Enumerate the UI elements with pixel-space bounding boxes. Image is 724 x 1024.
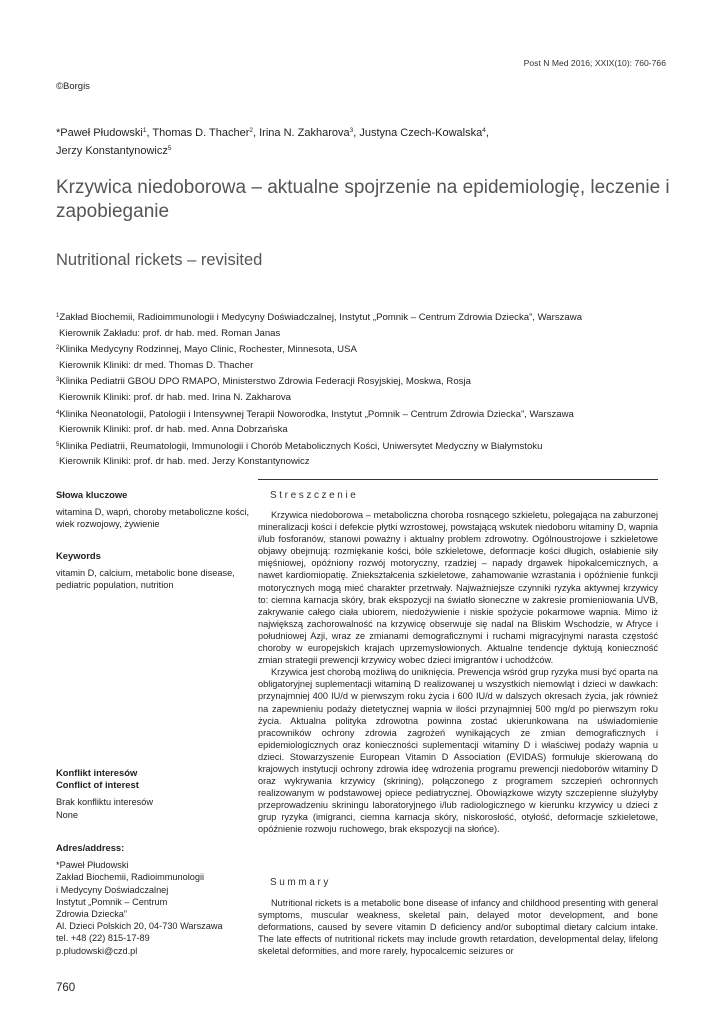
affiliation-number: 2 [56, 345, 60, 352]
affiliation-head: Kierownik Kliniki: prof. dr hab. med. Anna Dobrzańska [59, 424, 288, 436]
article-title-polish: Krzywica niedoborowa – aktualne spojrzenie na epidemiologię, leczenie i zapobieganie [56, 177, 670, 222]
article-title-english: Nutritional rickets – revisited [56, 251, 263, 269]
affiliations-list [56, 309, 671, 470]
affiliation-unit-text: Zakład Biochemii, Radioimmunologii i Medycyny Doświadczalnej, Instytut „Pomnik – Centrum Zdrowia Dziecka”, Warszawa [59, 312, 583, 323]
streszczenie-paragraph-2: Krzywica jest chorobą możliwą do uniknięcia. Prewencja wśród grup ryzyka musi być oparta na obligatoryjnej suplementacji witaminą D realizowanej u wszystkich niemowląt i dzieci w dawkach: przynajmniej 400 IU/d w pierwszym roku życia i 600 IU/d w dalszych okresach życia, jak również na zapewnieniu podaży dietetycznej wapnia w ilości przynajmniej 500 mg/d po pierwszym roku życia. Aktualna polityka zdrowotna powinna zostać ukierunkowana na uświadomienie pracowników ochrony zdrowia zagrożeń wynikających ze zmian demograficznych i epidemiologicznych oraz konieczności suplementacji witaminy D i właściwej podaży wapnia u dzieci. Stowarzyszenie European Vitamin D Association (EVIDAS) formułuje skierowaną do krajowych instytucji ochrony zdrowia ideę wdrożenia programu prewencji niedoborów witaminy D oraz wykrywania krzywicy (skrining), połączonego z programem szczepień ochronnych realizowanym w podstawowej opiece pediatrycznej. Obowiązkowe wizyty szczepienne służyłyby przeprowadzeniu skriningu laboratoryjnego i/lub radiologicznego w kierunku krzywicy u dzieci z grup ryzyka (imigranci, ciemna karnacja skóry, niskorosłość, otyłość, deformacje szkieletowe, opóźnienie rozwoju ruchowego, brak ekspozycji na słońce). [258, 667, 658, 835]
affiliation-number: 1 [56, 313, 60, 319]
author-list [56, 123, 666, 159]
summary-body [258, 897, 658, 957]
conflict-text-en: None [56, 809, 78, 820]
address-block [56, 842, 252, 957]
author-affiliation-marker: 4 [482, 127, 486, 134]
address-line: Zdrowia Dziecka” [56, 909, 127, 920]
section-divider [258, 479, 658, 480]
conflict-block [56, 767, 252, 821]
author-line-1 [56, 123, 666, 141]
keywords-en-block [56, 550, 252, 592]
address-heading: Adres/address: [56, 842, 125, 853]
conflict-text-pl: Brak konfliktu interesów [56, 797, 154, 808]
author-affiliation-marker: 1 [142, 127, 147, 134]
summary-heading: Summary [270, 877, 331, 888]
summary-paragraph-1: Nutritional rickets is a metabolic bone disease of infancy and childhood presenting with general symptoms, muscular weakness, skeletal pain, delayed motor development, and bone deformations, caused by severe vitamin D deficiency and/or suboptimal dietary calcium intake. The late effects of nutritional rickets may include growth retardation, developmental delay, lifelong skeletal deformities, and more rarely, hypocalcemic seizures or [258, 898, 658, 957]
affiliation-unit [56, 406, 671, 423]
address-line: tel. +48 (22) 815-17-89 [56, 933, 150, 944]
affiliation-unit-text: Klinika Neonatologii, Patologii i Intensywnej Terapii Noworodka, Instytut „Pomnik – Centrum Zdrowia Dziecka”, Warszawa [59, 408, 574, 420]
author-affiliation-marker: 5 [167, 145, 172, 152]
keywords-pl-text: witamina D, wapń, choroby metaboliczne kości, wiek rozwojowy, żywienie [56, 507, 250, 530]
address-line: p.pludowski@czd.pl [56, 945, 138, 956]
address-lines [56, 859, 252, 957]
author-line-2 [56, 141, 666, 159]
conflict-heading-en: Conflict of interest [56, 779, 139, 791]
affiliation-head: Kierownik Zakładu: prof. dr hab. med. Roman Janas [59, 327, 281, 339]
address-line: i Medycyny Doświadczalnej [56, 884, 169, 895]
keywords-pl-block [56, 489, 252, 531]
affiliation-unit [56, 438, 671, 455]
keywords-en-heading: Keywords [56, 550, 101, 561]
author-name: Jerzy Konstantynowicz [56, 145, 168, 157]
author-affiliation-marker: 3 [349, 127, 354, 134]
streszczenie-paragraph-1: Krzywica niedoborowa – metaboliczna choroba rosnącego szkieletu, polegająca na zaburzonej mineralizacji kości i defekcie płytki wzrostowej, powstającą wskutek niedoboru witaminy D, wapnia i/lub fosforanów, stanowi poważny i aktualny problem zdrowotny. Ogólnoustrojowe i szkieletowe objawy obejmują: rozmiękanie kości, bóle szkieletowe, deformacje kości długich, osłabienie siły mięśniowej, opóźniony rozwój motoryczny, rzadziej – napady drgawek hipokalcemicznych, a nawet kardiomiopatię. Zniekształcenia szkieletowe, zahamowanie wzrastania i opóźnienie funkcji motorycznych mogą mieć charakter przetrwały. Najważniejsze czynniki ryzyka aktywnej krzywicy to: ciemna karnacja skóry, brak ekspozycji na światło słoneczne w zakresie promieniowania UVB, zakrywanie całego ciała ubiorem, niedożywienie i niskie spożycie pokarmowe wapnia. Mimo iż największą zachorowalność na krzywicę obserwuje się nadal na Bliskim Wschodzie, w Afryce i południowej Azji, wraz ze zmianami demograficznymi i ruchami migracyjnymi narasta częstość choroby w europejskich krajach uprzemysłowionych. Aktualne tendencje dyktują konieczność zmian strategii prewencji krzywicy wobec dzieci imigrantów i uchodźców. [258, 510, 658, 666]
affiliation-unit [56, 309, 671, 326]
affiliation-number: 5 [56, 441, 60, 448]
streszczenie-body [258, 509, 658, 836]
keywords-pl-heading: Słowa kluczowe [56, 489, 128, 500]
affiliation-unit [56, 341, 671, 358]
author-name: , Thomas D. Thacher [146, 127, 250, 139]
address-line: Instytut „Pomnik – Centrum [56, 896, 168, 907]
address-line: Zakład Biochemii, Radioimmunologii [56, 872, 205, 883]
affiliation-unit [56, 373, 671, 390]
journal-citation: Post N Med 2016; XXIX(10): 760-766 [523, 58, 666, 68]
author-affiliation-marker: 2 [249, 127, 253, 134]
affiliation-head: Kierownik Kliniki: prof. dr hab. med. Jerzy Konstantynowicz [59, 456, 310, 468]
copyright-notice: ©Borgis [56, 81, 90, 92]
affiliation-number: 4 [56, 409, 60, 416]
affiliation-unit-text: Klinika Pediatrii GBOU DPO RMAPO, Ministerstwo Zdrowia Federacji Rosyjskiej, Moskwa, Rosja [59, 376, 471, 388]
page-number: 760 [56, 982, 76, 994]
affiliation-number: 3 [56, 377, 60, 384]
keywords-en-text: vitamin D, calcium, metabolic bone disease, pediatric population, nutrition [56, 568, 235, 591]
streszczenie-heading: Streszczenie [270, 490, 359, 501]
conflict-heading-pl: Konflikt interesów [56, 767, 138, 778]
author-name: *Paweł Płudowski [56, 127, 143, 139]
address-line: *Paweł Płudowski [56, 860, 129, 871]
affiliation-head: Kierownik Kliniki: prof. dr hab. med. Irina N. Zakharova [59, 391, 291, 403]
affiliation-unit-text: Klinika Medycyny Rodzinnej, Mayo Clinic, Rochester, Minnesota, USA [59, 344, 357, 356]
affiliation-unit-text: Klinika Pediatrii, Reumatologii, Immunologii i Chorób Metabolicznych Kości, Uniwersytet Medyczny w Białymstoku [59, 440, 543, 452]
author-name: , [485, 127, 489, 139]
author-name: , Irina N. Zakharova [253, 127, 350, 139]
author-name: , Justyna Czech-Kowalska [353, 127, 483, 139]
affiliation-head: Kierownik Kliniki: dr med. Thomas D. Thacher [59, 359, 254, 371]
address-line: Al. Dzieci Polskich 20, 04-730 Warszawa [56, 921, 223, 932]
